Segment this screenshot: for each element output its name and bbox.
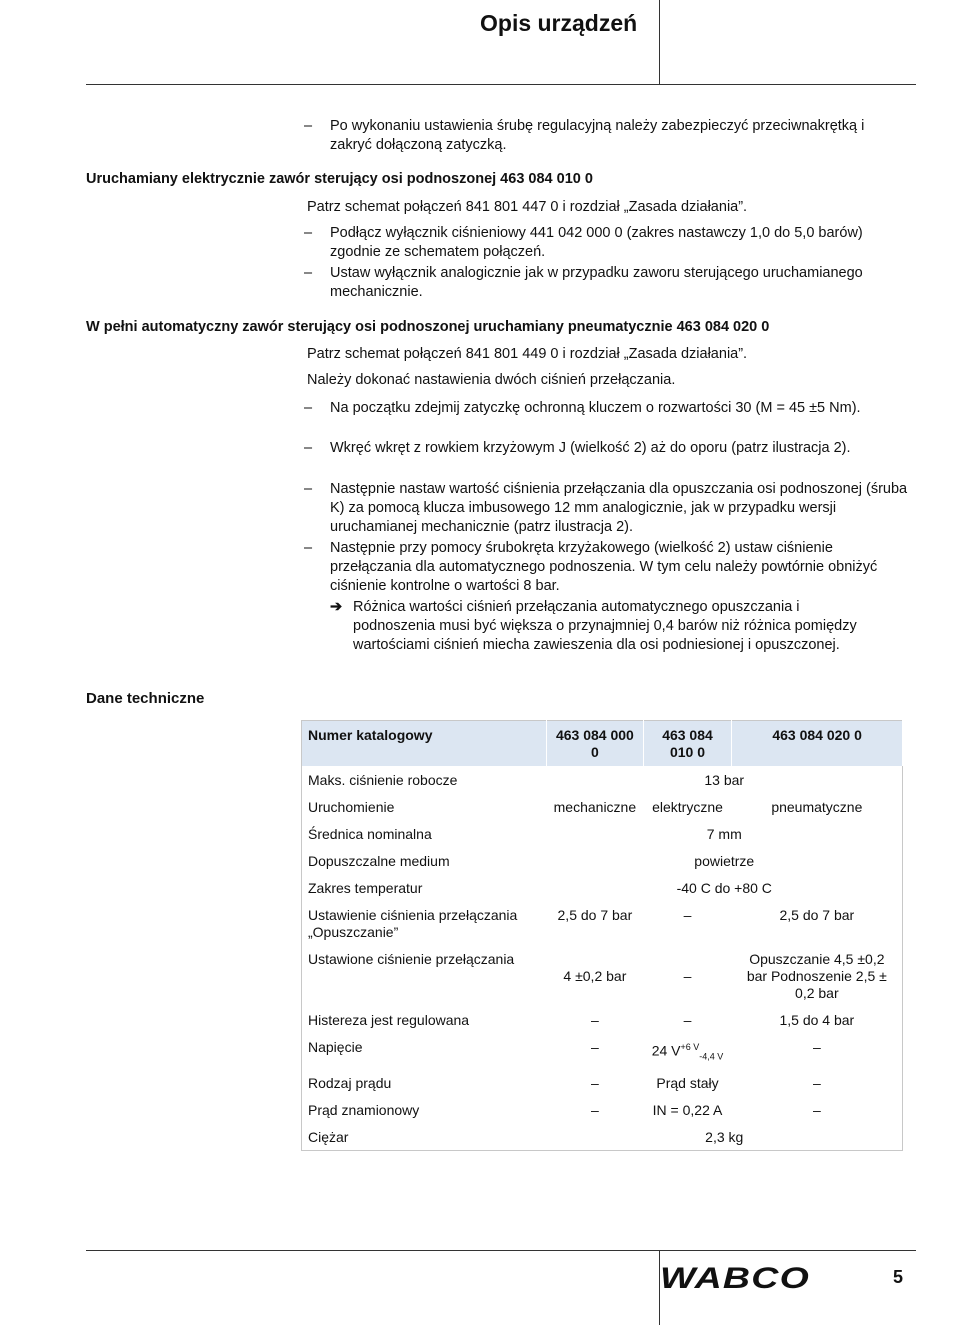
- section1-bullet-text: Podłącz wyłącznik ciśnieniowy 441 042 000 0 (zakres nastawczy 1,0 do 5,0 barów) zgodnie ze schematem połączeń.: [330, 225, 863, 260]
- table-row: [302, 901, 903, 945]
- row-value: –: [812, 1075, 821, 1092]
- row-label: Rodzaj prądu: [308, 1075, 392, 1092]
- row-label: Średnica nominalna: [308, 826, 432, 842]
- footer-divider: [86, 1250, 916, 1251]
- table-row: [302, 1096, 903, 1123]
- header-divider-vertical: [659, 0, 660, 84]
- table-row: [302, 766, 903, 793]
- row-value: 2,5 do 7 bar: [779, 907, 855, 923]
- table-row: [302, 793, 903, 820]
- voltage-upper-tolerance: +6 V: [680, 1042, 700, 1052]
- row-value: –: [812, 1102, 821, 1119]
- table-row: [302, 1069, 903, 1096]
- voltage-base: 24 V: [651, 1042, 681, 1059]
- voltage-lower-tolerance: -4,4 V: [699, 1051, 724, 1062]
- table-header-row: [302, 721, 903, 767]
- tech-table: [301, 720, 903, 1151]
- intro-bullet: [304, 117, 904, 157]
- row-value: [643, 1033, 731, 1069]
- dash-marker: –: [304, 118, 313, 134]
- section2-bullet-text: Następnie przy pomocy śrubokręta krzyżakowego (wielkość 2) ustaw ciśnienie przełączania dla automatycznego podnoszenia. W tym celu należy powtórnie obniżyć ciśnienie kontrolne o wartości 8 bar.: [330, 540, 878, 594]
- row-value: –: [590, 1012, 599, 1028]
- row-value: Opuszczanie 4,5 ±0,2 bar Podnoszenie 2,5 ± 0,2 bar: [746, 951, 887, 1001]
- row-value: –: [812, 1039, 821, 1055]
- row-label: Ciężar: [308, 1129, 349, 1146]
- row-value: –: [683, 968, 692, 984]
- section1-bullet-text: Ustaw wyłącznik analogicznie jak w przypadku zaworu sterującego uruchamianego mechanicznie.: [330, 265, 863, 300]
- table-row: [302, 874, 903, 901]
- dash-marker: –: [304, 481, 313, 497]
- table-header-cell: 463 084 010 0: [643, 721, 731, 767]
- row-label: Uruchomienie: [308, 799, 395, 815]
- table-row: [302, 847, 903, 874]
- section2-bullet-text: Na początku zdejmij zatyczkę ochronną kluczem o rozwartości 30 (M = 45 ±5 Nm).: [330, 400, 861, 416]
- row-label: Ustawione ciśnienie przełączania: [308, 951, 515, 967]
- table-header-cell: 463 084 020 0: [732, 721, 903, 767]
- row-value: 13 bar: [704, 772, 745, 788]
- row-value: –: [590, 1102, 599, 1119]
- section2-bullet-text: Wkręć wkręt z rowkiem krzyżowym J (wielkość 2) aż do oporu (patrz ilustracja 2).: [330, 440, 851, 456]
- table-header-cell: 463 084 000 0: [547, 721, 644, 767]
- row-value: 1,5 do 4 bar: [779, 1012, 855, 1028]
- wabco-logo: WABCO: [660, 1262, 810, 1295]
- table-row: [302, 1033, 903, 1069]
- dash-marker: –: [304, 265, 313, 281]
- row-value: –: [683, 907, 692, 923]
- table-row: [302, 820, 903, 847]
- section2-para1: Patrz schemat połączeń 841 801 449 0 i rozdział „Zasada działania”.: [307, 346, 748, 362]
- table-row: [302, 945, 903, 1006]
- row-value: –: [590, 1039, 599, 1055]
- dash-marker: –: [304, 400, 313, 416]
- row-value: 4 ±0,2 bar: [563, 968, 627, 984]
- row-label: Zakres temperatur: [308, 880, 423, 896]
- row-value: 2,5 do 7 bar: [557, 907, 633, 923]
- row-value: Prąd stały: [656, 1075, 719, 1092]
- row-label: Dopuszczalne medium: [308, 853, 450, 869]
- row-value: 2,3 kg: [705, 1129, 744, 1146]
- dash-marker: –: [304, 540, 313, 556]
- row-label: Maks. ciśnienie robocze: [308, 772, 458, 788]
- row-value: -40 C do +80 C: [676, 880, 772, 896]
- row-label: Napięcie: [308, 1039, 363, 1055]
- page-number: 5: [893, 1267, 904, 1287]
- section1-para: Patrz schemat połączeń 841 801 447 0 i rozdział „Zasada działania”.: [307, 199, 748, 215]
- row-value: –: [590, 1075, 599, 1092]
- row-label: Histereza jest regulowana: [308, 1012, 470, 1028]
- table-row: [302, 1123, 903, 1151]
- intro-bullet-text: Po wykonaniu ustawienia śrubę regulacyjną należy zabezpieczyć przeciwnakrętką i zakryć dołączoną zatyczką.: [330, 118, 865, 153]
- row-value: IN = 0,22 A: [652, 1102, 723, 1119]
- section-heading-pneumatic: W pełni automatyczny zawór sterujący osi podnoszonej uruchamiany pneumatycznie 463 084 020 0: [86, 319, 770, 335]
- section2-para2: Należy dokonać nastawienia dwóch ciśnień przełączania.: [307, 372, 676, 388]
- row-value: elektryczne: [652, 799, 723, 815]
- arrow-right-icon: ➔: [330, 599, 343, 615]
- row-value: mechaniczne: [553, 799, 637, 815]
- dash-marker: –: [304, 225, 313, 241]
- page-title: Opis urządzeń: [480, 10, 638, 36]
- dash-marker: –: [304, 440, 313, 456]
- table-row: [302, 1006, 903, 1033]
- tech-heading: Dane techniczne: [86, 690, 205, 707]
- arrow-note-text: Różnica wartości ciśnień przełączania automatycznego opuszczania i podnoszenia musi być większa o przynajmniej 0,4 barów niż różnica pomiędzy wartościami ciśnień miecha zawieszenia dla osi podniesionej i opuszczonej.: [353, 599, 857, 653]
- row-value: pneumatyczne: [771, 799, 863, 815]
- row-label: Prąd znamionowy: [308, 1102, 420, 1119]
- row-value: 7 mm: [706, 826, 742, 842]
- section-heading-electric: Uruchamiany elektrycznie zawór sterujący osi podnoszonej 463 084 010 0: [86, 171, 593, 187]
- header-divider: [86, 84, 916, 85]
- table-header-cell: Numer katalogowy: [302, 721, 547, 767]
- row-value: powietrze: [694, 853, 755, 869]
- section2-bullet-text: Następnie nastaw wartość ciśnienia przełączania dla opuszczania osi podnoszonej (śruba K) za pomocą klucza imbusowego 12 mm analogicznie, jak w przypadku wersji uruchamianej mechanicznie (patrz ilustracja 2).: [330, 481, 908, 535]
- row-label: Ustawienie ciśnienia przełączania „Opuszczanie”: [308, 907, 518, 940]
- row-value: –: [683, 1012, 692, 1028]
